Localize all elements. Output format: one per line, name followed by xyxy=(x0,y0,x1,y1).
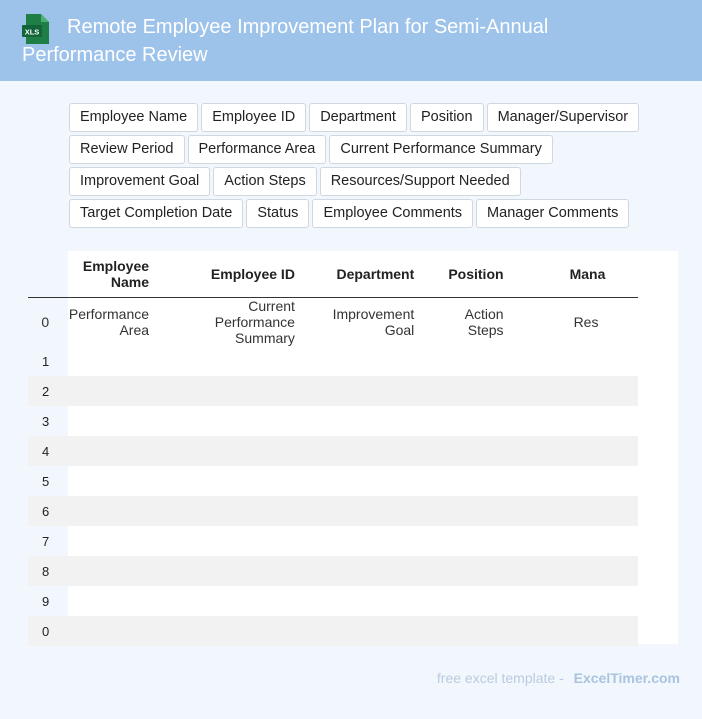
row-number: 0 xyxy=(28,616,50,646)
field-chip[interactable]: Manager/Supervisor xyxy=(487,103,640,132)
table-row[interactable] xyxy=(28,586,638,616)
row-number: 2 xyxy=(28,376,50,406)
row-number: 9 xyxy=(41,593,50,609)
field-chip[interactable]: Manager Comments xyxy=(476,199,629,228)
table-header-row xyxy=(28,251,638,298)
table-row[interactable] xyxy=(28,526,638,556)
column-subheader: Action Steps xyxy=(464,306,504,338)
row-number: 6 xyxy=(28,496,50,526)
page-title: Remote Employee Improvement Plan for Semi-Annual Performance Review xyxy=(22,16,549,66)
footer-prefix: free excel template - xyxy=(436,670,564,686)
column-subheader: Current Performance Summary xyxy=(214,298,295,346)
column-header: Position xyxy=(434,251,523,298)
xls-icon-label: XLS xyxy=(24,27,40,37)
row-number: 0 xyxy=(41,314,50,330)
column-header: Employee ID xyxy=(169,251,315,298)
row-number: 3 xyxy=(41,413,50,429)
field-chip[interactable]: Action Steps xyxy=(213,167,316,196)
field-chip[interactable]: Employee Comments xyxy=(312,199,473,228)
row-number: 8 xyxy=(28,556,50,586)
table-row[interactable] xyxy=(28,346,638,376)
field-chip[interactable]: Position xyxy=(410,103,484,132)
field-chip[interactable]: Improvement Goal xyxy=(69,167,210,196)
plan-table[interactable] xyxy=(41,251,678,644)
column-header: Mana xyxy=(524,251,638,298)
row-number: 1 xyxy=(41,353,50,369)
column-header: Employee Name xyxy=(50,251,169,298)
table-row[interactable] xyxy=(28,616,638,646)
table-row[interactable] xyxy=(28,496,638,526)
field-chip[interactable]: Performance Area xyxy=(188,135,327,164)
row-number: 4 xyxy=(28,436,50,466)
field-chip[interactable]: Status xyxy=(246,199,309,228)
footer-brand-link[interactable]: ExcelTimer.com xyxy=(573,670,680,686)
field-chip[interactable]: Target Completion Date xyxy=(69,199,243,228)
table-row[interactable] xyxy=(28,556,638,586)
table-row[interactable] xyxy=(28,406,638,436)
row-number: 7 xyxy=(41,533,50,549)
field-chip[interactable]: Employee ID xyxy=(201,103,306,132)
field-chip-list xyxy=(69,103,669,228)
field-chip[interactable]: Employee Name xyxy=(69,103,198,132)
column-subheader: Res xyxy=(573,314,599,330)
footer-credit xyxy=(437,670,680,686)
field-chip[interactable]: Department xyxy=(309,103,407,132)
table-row[interactable] xyxy=(28,436,638,466)
table-row[interactable] xyxy=(28,466,638,496)
table-row[interactable] xyxy=(28,376,638,406)
field-chip[interactable]: Resources/Support Needed xyxy=(320,167,521,196)
page-header xyxy=(0,0,702,81)
row-number: 5 xyxy=(41,473,50,489)
field-chip[interactable]: Current Performance Summary xyxy=(329,135,552,164)
table-subheader-row xyxy=(28,298,638,347)
column-header: Department xyxy=(315,251,434,298)
column-subheader: Improvement Goal xyxy=(332,306,415,338)
column-subheader: Performance Area xyxy=(68,306,150,338)
field-chip[interactable]: Review Period xyxy=(69,135,185,164)
